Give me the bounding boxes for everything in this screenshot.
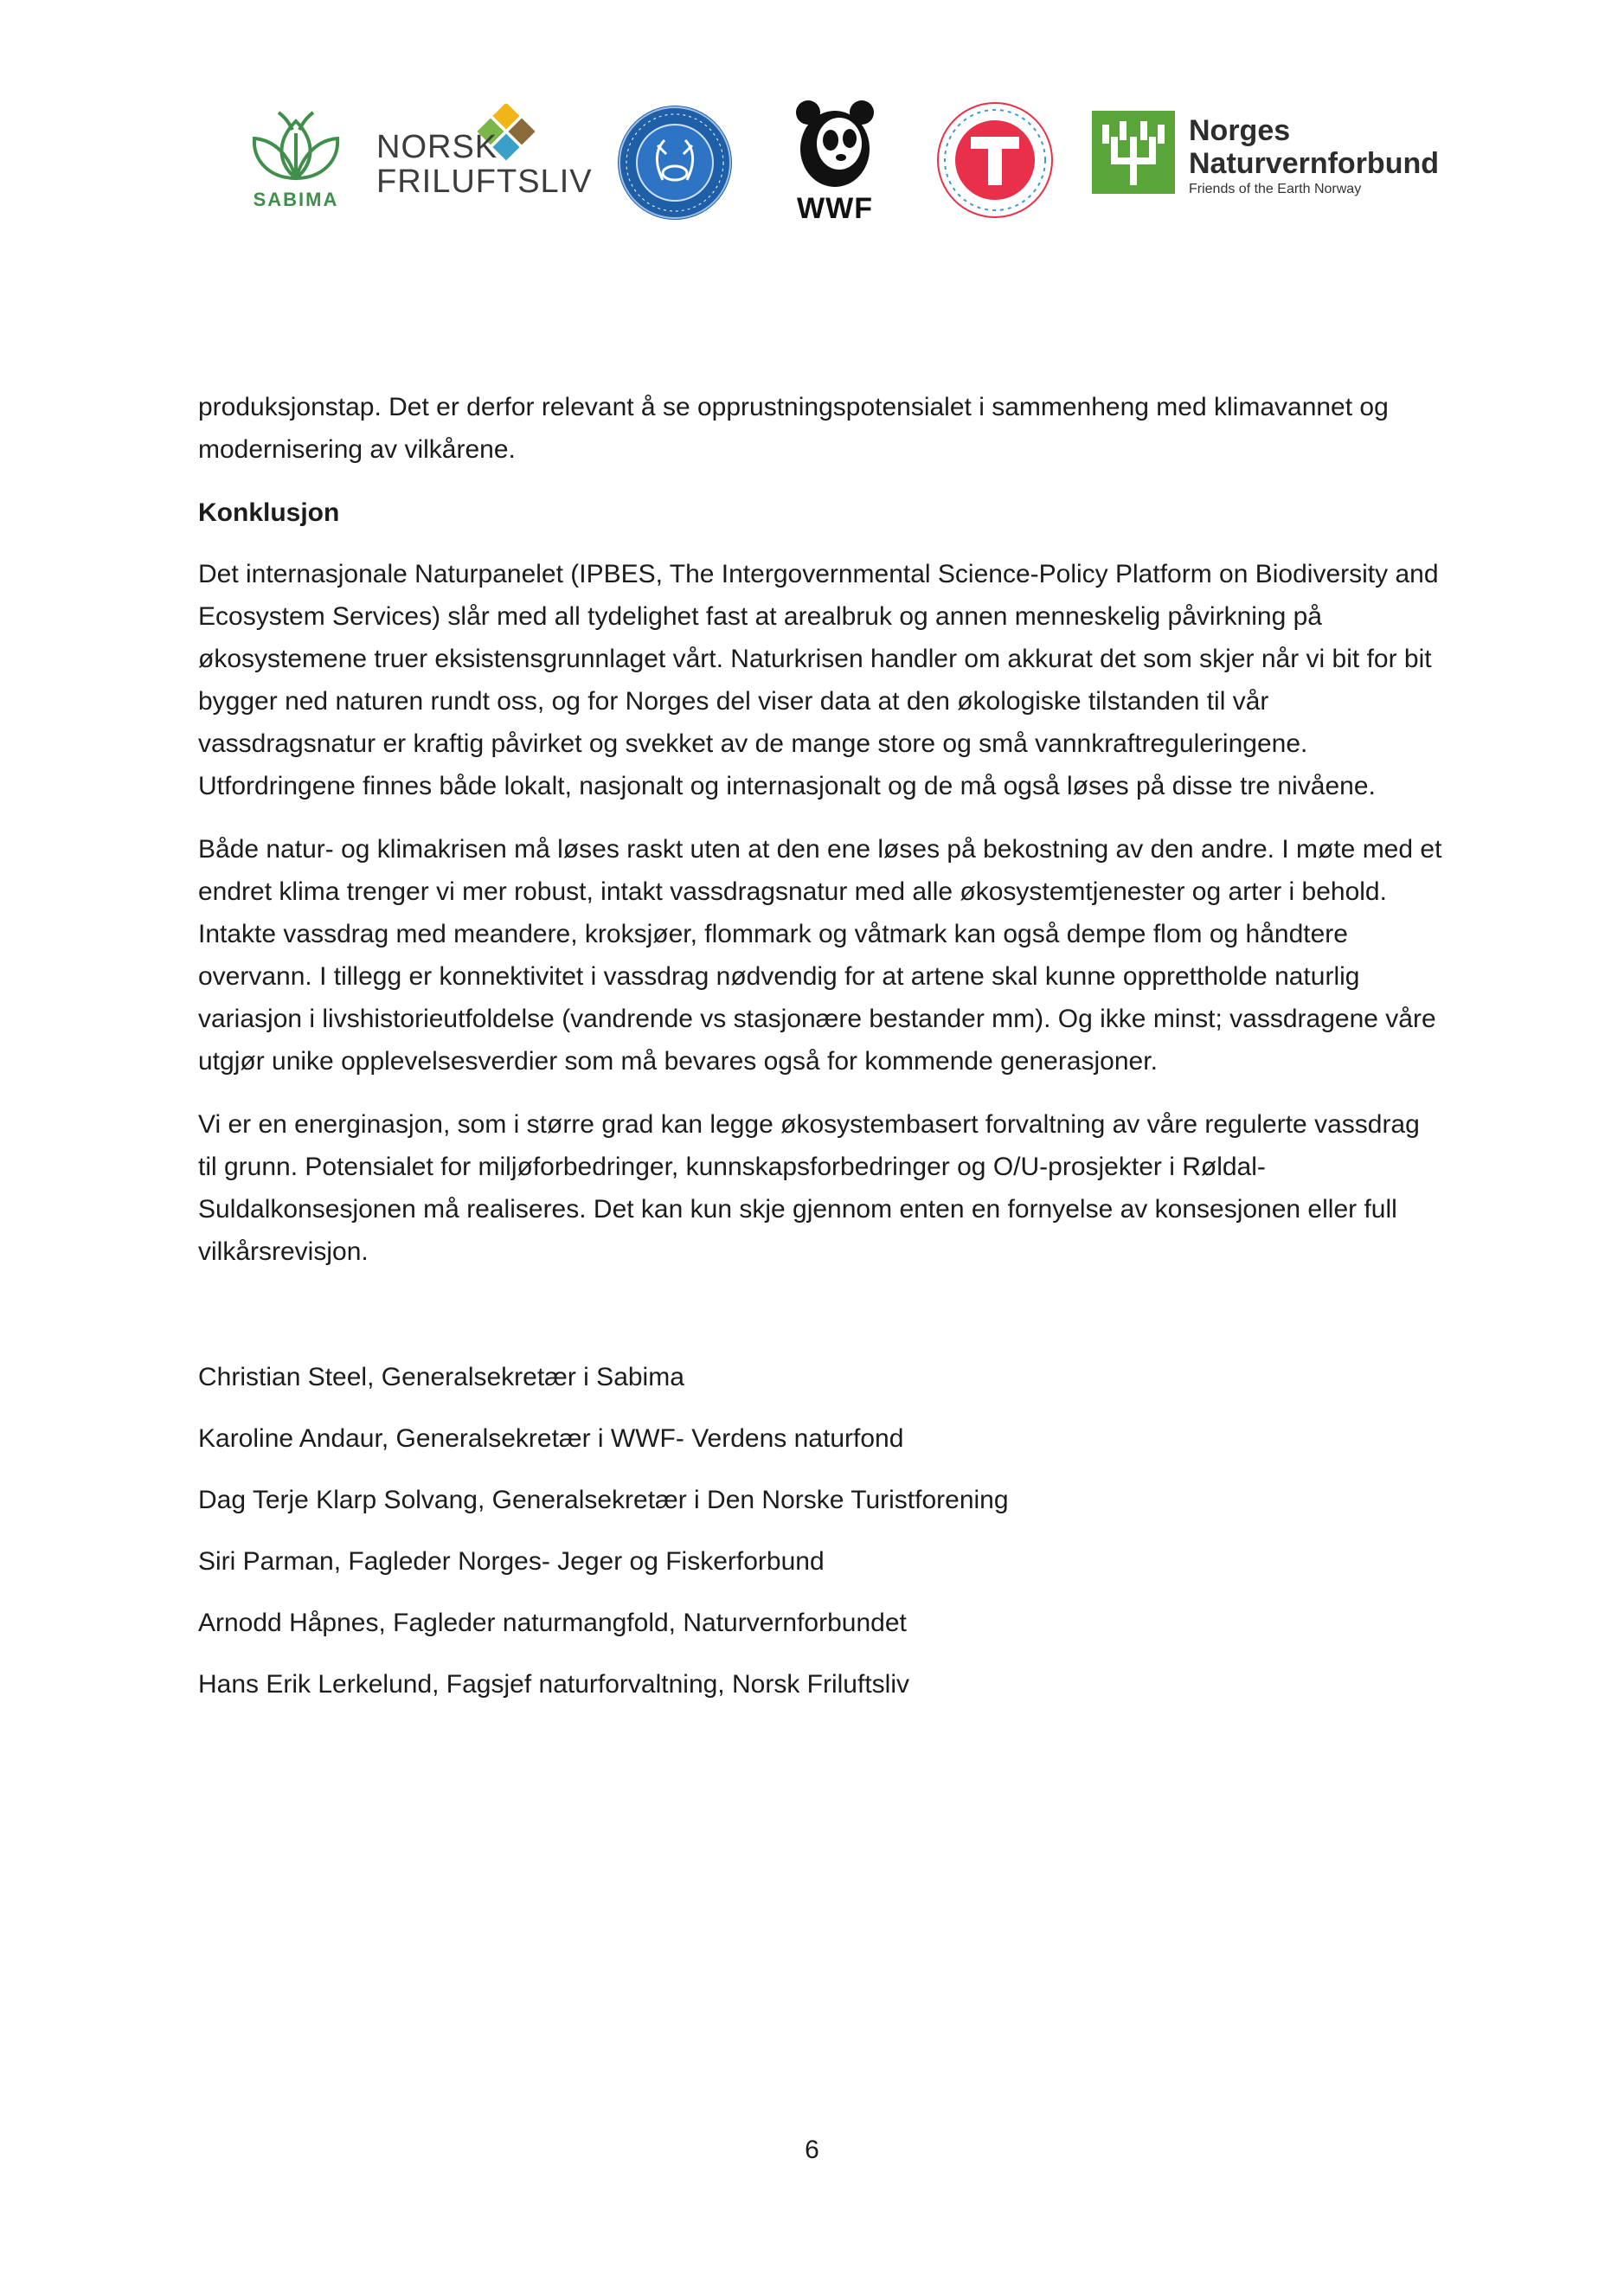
signature-line: Siri Parman, Fagleder Norges- Jeger og Fiskerforbund xyxy=(198,1547,825,1576)
body-paragraph: Det internasjonale Naturpanelet (IPBES, The Intergovernmental Science-Policy Platform on Biodiversity and Ecosystem Services) slår med all tydelighet fast at arealbruk og annen menneskelig påvirkning på økosystemene truer eksistensgrunnlaget vårt. Naturkrisen handler om akkurat det som skjer når vi bit for bit bygger ned naturen rundt oss, og for Norges del viser data at den økologiske tilstanden til vår vassdragsnatur er kraftig påvirket og svekket av de mange store og små vannkraftreguleringene. Utfordringene finnes både lokalt, nasjonalt og internasjonalt og de må også løses på disse tre nivåene. xyxy=(198,560,1439,800)
njff-emblem-icon xyxy=(614,102,735,223)
signature-line: Karoline Andaur, Generalsekretær i WWF- Verdens naturfond xyxy=(198,1424,904,1453)
norsk-friluftsliv-logo xyxy=(376,95,593,234)
signature-line: Hans Erik Lerkelund, Fagsjef naturforvaltning, Norsk Friluftsliv xyxy=(198,1670,909,1699)
signature-line: Dag Terje Klarp Solvang, Generalsekretær i Den Norske Turistforening xyxy=(198,1486,1009,1514)
tree-icon xyxy=(1092,111,1175,194)
naturvernforbund-tagline: Friends of the Earth Norway xyxy=(1189,182,1362,196)
document-body xyxy=(198,386,1444,1725)
norsk-friluftsliv-wordmark xyxy=(376,130,593,199)
nf-line-2: FRILUFTSLIV xyxy=(376,164,593,200)
signature-line: Arnodd Håpnes, Fagleder naturmangfold, Naturvernforbundet xyxy=(198,1609,907,1637)
nf-line-1: NORSK xyxy=(376,129,498,165)
wwf-logo xyxy=(787,95,883,234)
njff-logo xyxy=(614,95,735,234)
nv-line-1: Norges xyxy=(1189,114,1291,147)
page-number: 6 xyxy=(805,2136,819,2164)
sabima-leaf-icon xyxy=(235,95,356,190)
section-heading: Konklusjon xyxy=(198,498,340,527)
dnt-logo xyxy=(934,95,1056,234)
wwf-wordmark: WWF xyxy=(797,192,873,225)
sabima-logo xyxy=(235,95,356,234)
nv-line-2: Naturvernforbund xyxy=(1189,147,1439,180)
signature-line: Christian Steel, Generalsekretær i Sabima xyxy=(198,1363,684,1391)
panda-icon xyxy=(787,95,883,190)
intro-paragraph: produksjonstap. Det er derfor relevant å se opprustningspotensialet i sammenheng med klimavannet og modernisering av vilkårene. xyxy=(198,393,1389,464)
spacer xyxy=(198,1294,1444,1356)
signature-list xyxy=(198,1356,1444,1706)
logo-bar xyxy=(235,95,1464,234)
naturvernforbund-logo xyxy=(1092,95,1464,234)
naturvernforbund-wordmark xyxy=(1189,114,1439,180)
dnt-t-emblem-icon xyxy=(934,95,1056,225)
sabima-wordmark: SABIMA xyxy=(253,189,339,210)
body-paragraph: Både natur- og klimakrisen må løses raskt uten at den ene løses på bekostning av den andre. I møte med et endret klima trenger vi mer robust, intakt vassdragsnatur med alle økosystemtjenester og arter i behold. Intakte vassdrag med meandere, kroksjøer, flommark og våtmark kan også dempe flom og håndtere overvann. I tillegg er konnektivitet i vassdrag nødvendig for at artene skal kunne opprettholde naturlig variasjon i livshistorieutfoldelse (vandrende vs stasjonære bestander mm). Og ikke minst; vassdragene våre utgjør unike opplevelsesverdier som må bevares også for kommende generasjoner. xyxy=(198,835,1442,1076)
body-paragraph: Vi er en energinasjon, som i større grad kan legge økosystembasert forvaltning av våre regulerte vassdrag til grunn. Potensialet for miljøforbedringer, kunnskapsforbedringer og O/U-prosjekter i Røldal-Suldalkonsesjonen må realiseres. Det kan kun skje gjennom enten en fornyelse av konsesjonen eller full vilkårsrevisjon. xyxy=(198,1110,1420,1266)
